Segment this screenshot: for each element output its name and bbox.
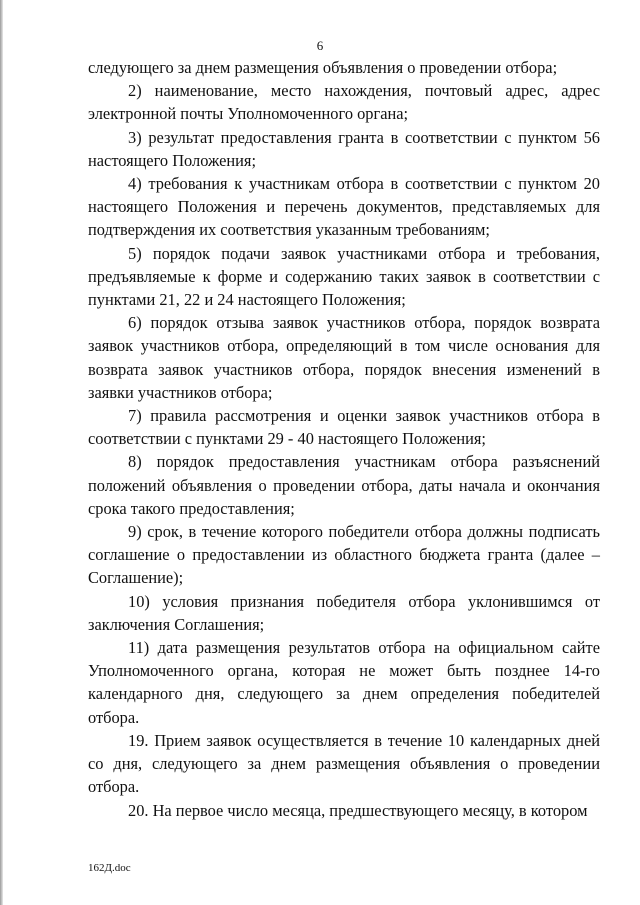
paragraph-item-10: 10) условия признания победителя отбора уклонившимся от заключения Соглашения; [88, 591, 600, 634]
paragraph-clause-20: 20. На первое число месяца, предшествующего месяцу, в котором [128, 800, 588, 820]
paragraph-item-8: 8) порядок предоставления участникам отбора разъяснений положений объявления о проведении отбора, даты начала и окончания срока такого предоставления; [88, 452, 600, 518]
paragraph-item-5: 5) порядок подачи заявок участниками отбора и требования, предъявляемые к форме и содержанию таких заявок в соответствии с пунктами 21, 22 и 24 настоящего Положения; [88, 243, 600, 310]
paragraph-clause-19: 19. Прием заявок осуществляется в течение 10 календарных дней со дня, следующего за днем размещения объявления о проведении отбора. [88, 730, 600, 797]
paragraph-item-9: 9) срок, в течение которого победители отбора должны подписать соглашение о предоставлении из областного бюджета гранта (далее – Соглашение); [88, 522, 600, 588]
paragraph-item-4: 4) требования к участникам отбора в соответствии с пунктом 20 настоящего Положения и перечень документов, представляемых для подтверждения их соответствия указанным требованиям; [88, 174, 600, 240]
footer-filename: 162Д.doc [88, 862, 131, 874]
paragraph-item-11: 11) дата размещения результатов отбора на официальном сайте Уполномоченного органа, которая не может быть позднее 14-го календарного дня, следующего за днем определения победителей отбора. [88, 638, 600, 727]
paragraph-item-6: 6) порядок отзыва заявок участников отбора, порядок возврата заявок участников отбора, определяющий в том числе основания для возврата заявок участников отбора, порядок внесения изменений в заявки участников отбора; [88, 313, 600, 402]
paragraph-item-7: 7) правила рассмотрения и оценки заявок участников отбора в соответствии с пунктами 29 - 40 настоящего Положения; [88, 406, 600, 449]
document-body [88, 56, 600, 822]
paragraph-item-2: 2) наименование, место нахождения, почтовый адрес, адрес электронной почты Уполномоченного органа; [88, 81, 600, 124]
paragraph-continuation: следующего за днем размещения объявления о проведении отбора; [88, 58, 558, 77]
paragraph-item-3: 3) результат предоставления гранта в соответствии с пунктом 56 настоящего Положения; [88, 127, 600, 170]
page-number: 6 [316, 38, 324, 53]
scan-edge-shadow [0, 0, 3, 905]
